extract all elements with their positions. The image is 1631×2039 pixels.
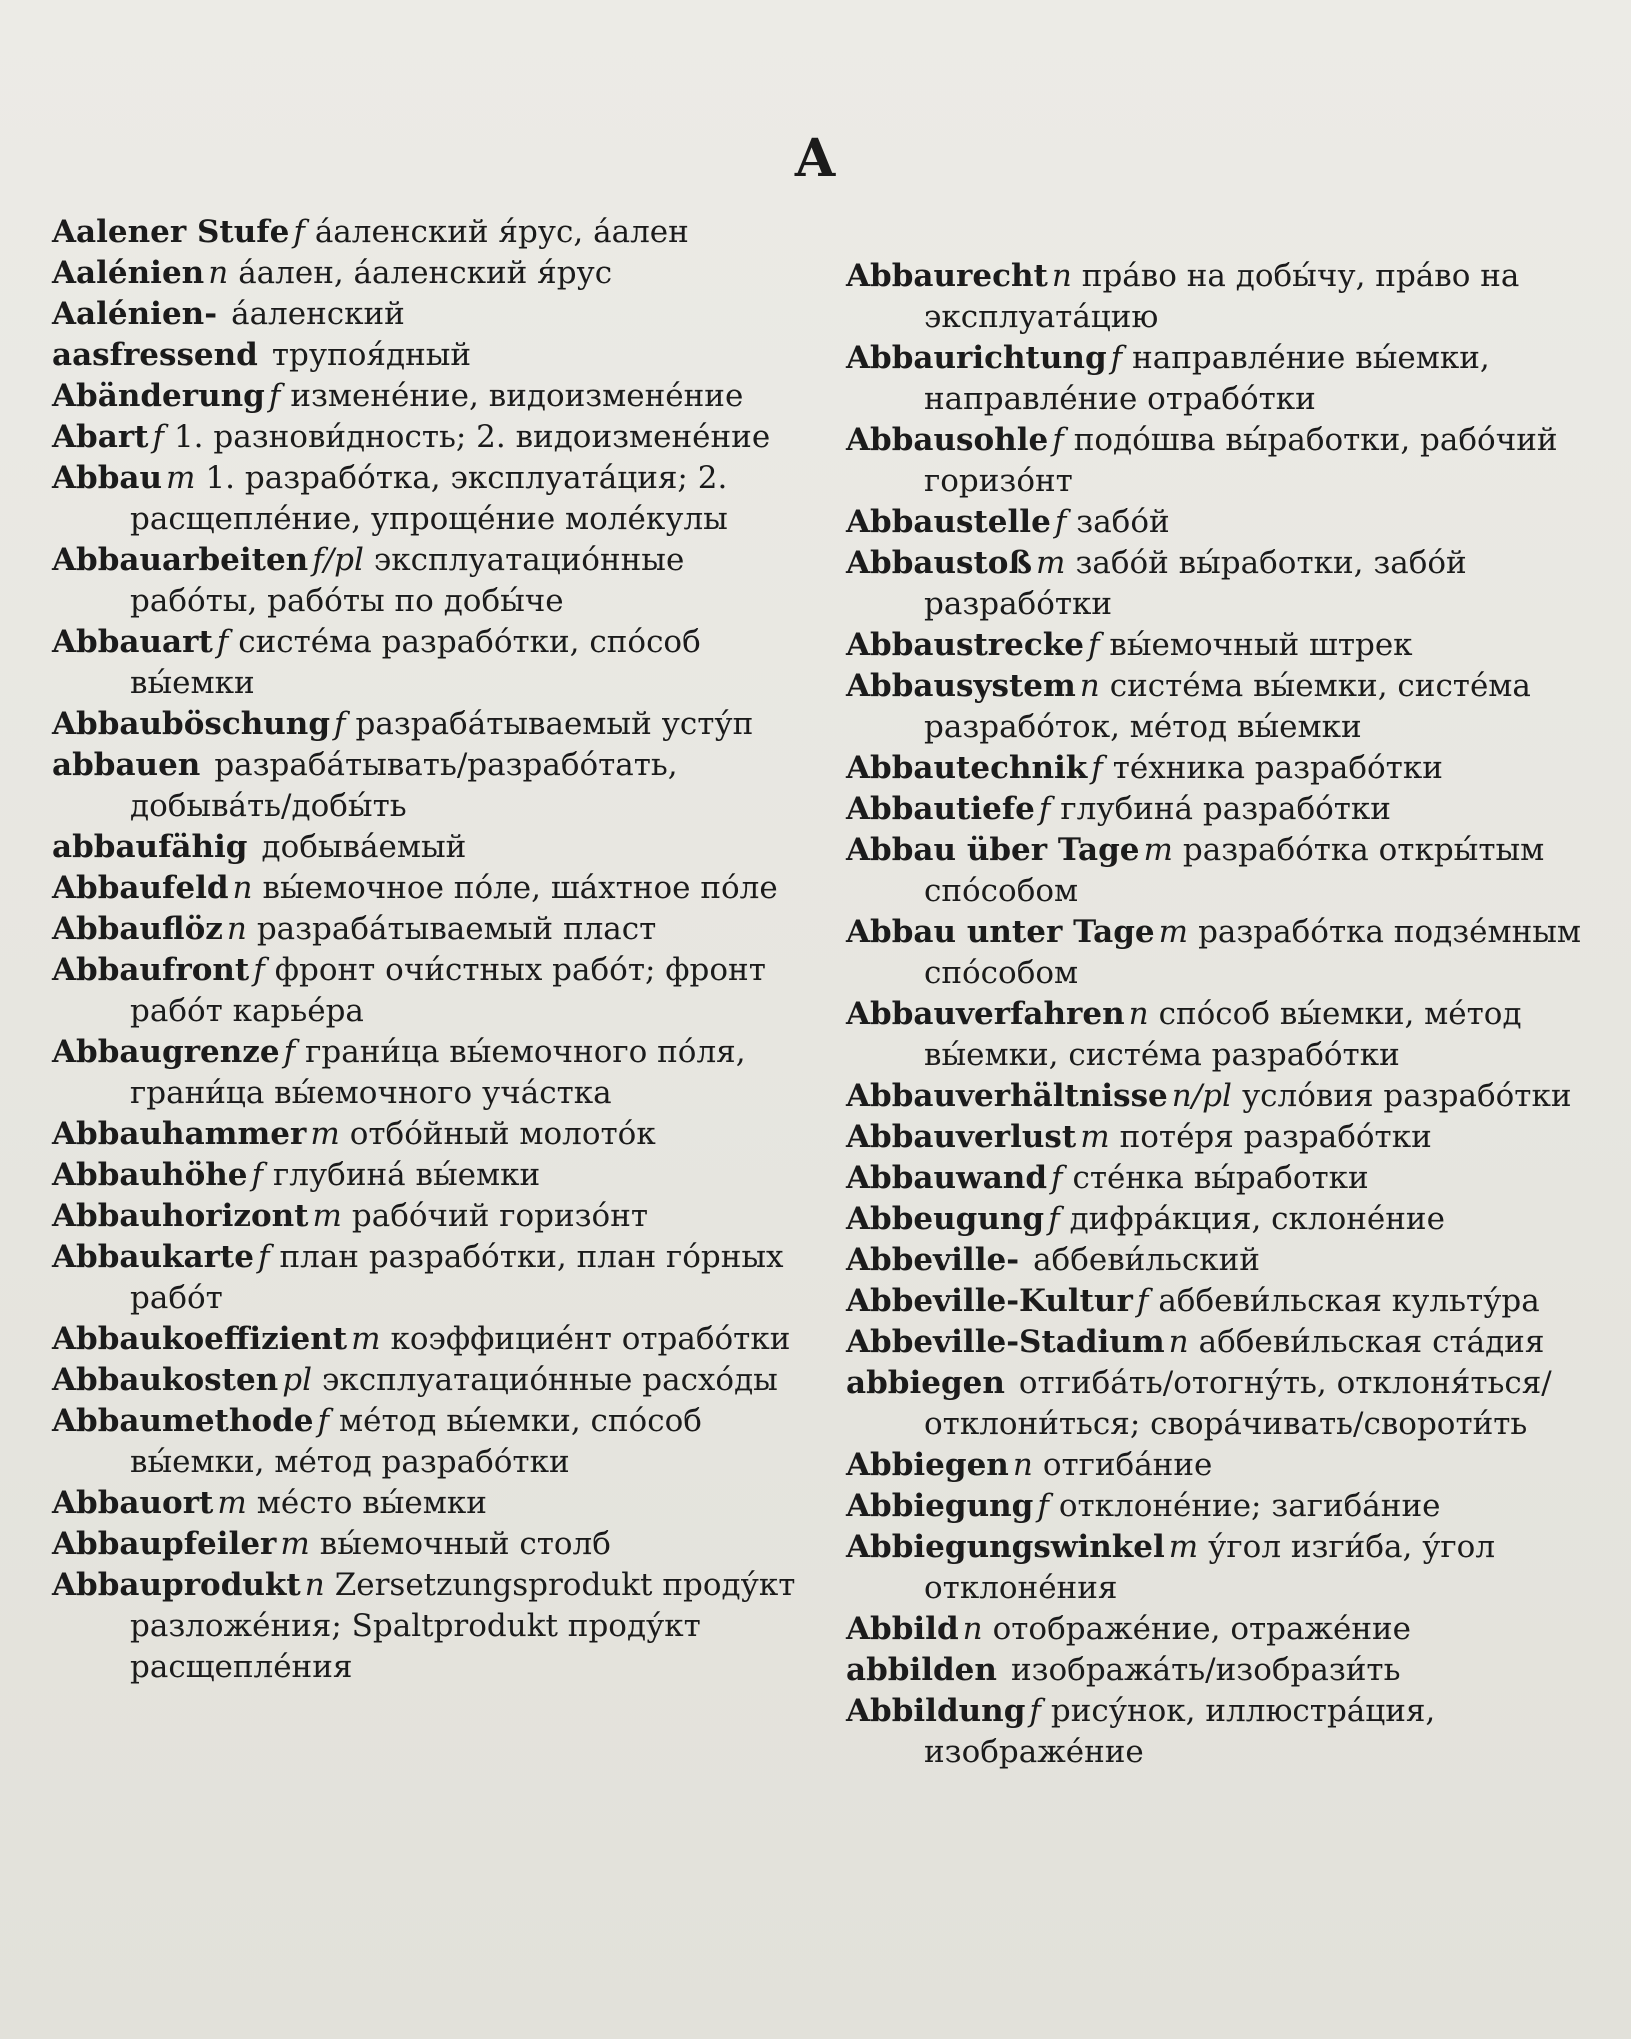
- entry-translation: систе́ма вы́емки, систе́ма разрабо́ток, ме́тод вы́емки: [924, 668, 1531, 745]
- dictionary-entry: [846, 666, 1586, 748]
- entry-translation: áаленский я́рус, áален: [314, 214, 689, 250]
- entry-translation: разраба́тываемый усту́п: [355, 706, 754, 742]
- entry-grammar: f: [1052, 422, 1064, 458]
- entry-headword: Abbauböschung: [52, 706, 331, 742]
- entry-translation: ме́сто вы́емки: [256, 1485, 487, 1521]
- entry-grammar: f: [317, 1403, 329, 1439]
- entry-translation: отгиба́ние: [1042, 1447, 1213, 1483]
- entry-grammar: f: [293, 214, 305, 250]
- dictionary-entry: [52, 704, 807, 745]
- entry-headword: Abbaurichtung: [846, 340, 1107, 376]
- entry-translation: аббеви́льская культу́ра: [1158, 1283, 1540, 1319]
- entry-translation: эксплуатацио́нные рабо́ты, рабо́ты по добы́че: [130, 542, 685, 619]
- dictionary-entry: [846, 1076, 1586, 1117]
- dictionary-entry: [52, 1360, 807, 1401]
- entry-translation: рису́нок, иллюстра́ция, изображе́ние: [924, 1693, 1436, 1770]
- dictionary-entry: [52, 458, 807, 540]
- entry-translation: коэффицие́нт отрабо́тки: [390, 1321, 791, 1357]
- entry-headword: Abbaumethode: [52, 1403, 314, 1439]
- dictionary-entry: [846, 1486, 1586, 1527]
- entry-translation: ме́тод вы́емки, спо́соб вы́емки, ме́тод разрабо́тки: [130, 1403, 702, 1480]
- entry-grammar: pl: [282, 1362, 312, 1398]
- entry-headword: Abbausohle: [846, 422, 1049, 458]
- entry-translation: разраба́тываемый пласт: [256, 911, 657, 947]
- dictionary-entry: [846, 789, 1586, 830]
- entry-headword: Abbausystem: [846, 668, 1076, 704]
- entry-translation: разрабо́тка подзе́мным спо́собом: [924, 914, 1582, 991]
- entry-translation: вы́емочное по́ле, ша́хтное по́ле: [262, 870, 778, 906]
- left-column: [52, 212, 807, 1688]
- dictionary-entry: [52, 745, 807, 827]
- dictionary-entry: [846, 420, 1586, 502]
- entry-headword: Abbauprodukt: [52, 1567, 301, 1603]
- entry-translation: фронт очи́стных рабо́т; фронт рабо́т карье́ра: [130, 952, 766, 1029]
- entry-headword: Abbauflöz: [52, 911, 223, 947]
- entry-grammar: f: [1110, 340, 1123, 376]
- entry-headword: Abbiegung: [846, 1488, 1034, 1524]
- entry-translation: те́хника разрабо́тки: [1112, 750, 1443, 786]
- entry-headword: Abbeville-Stadium: [846, 1324, 1165, 1360]
- entry-grammar: m: [310, 1116, 340, 1152]
- entry-headword: Abbautechnik: [846, 750, 1088, 786]
- entry-grammar: n: [1128, 996, 1149, 1032]
- entry-grammar: n: [232, 870, 253, 906]
- entry-headword: Abbaustelle: [846, 504, 1051, 540]
- entry-translation: глубина́ разрабо́тки: [1060, 791, 1391, 827]
- entry-headword: abbaufähig: [52, 829, 248, 865]
- entry-grammar: n: [304, 1567, 325, 1603]
- entry-headword: Abbildung: [846, 1693, 1026, 1729]
- entry-headword: Abbeugung: [846, 1201, 1045, 1237]
- dictionary-entry: [52, 827, 807, 868]
- entry-translation: пра́во на добы́чу, пра́во на эксплуата́цию: [924, 258, 1520, 335]
- dictionary-entry: [846, 1240, 1586, 1281]
- entry-headword: Abbauverhältnisse: [846, 1078, 1168, 1114]
- entry-grammar: f: [1048, 1201, 1060, 1237]
- entry-grammar: n: [208, 255, 229, 291]
- entry-grammar: f: [1087, 627, 1100, 663]
- entry-translation: отображе́ние, отраже́ние: [992, 1611, 1411, 1647]
- entry-headword: Abbaupfeiler: [52, 1526, 277, 1562]
- dictionary-entry: [52, 294, 807, 335]
- entry-grammar: f: [1054, 504, 1067, 540]
- entry-headword: Abbauhammer: [52, 1116, 307, 1152]
- entry-headword: Abbaustoß: [846, 545, 1033, 581]
- dictionary-entry: [846, 502, 1586, 543]
- dictionary-entry: [846, 1322, 1586, 1363]
- entry-translation: рабо́чий горизо́нт: [351, 1198, 649, 1234]
- dictionary-entry: [52, 1401, 807, 1483]
- entry-grammar: n: [962, 1611, 983, 1647]
- entry-grammar: n: [1012, 1447, 1033, 1483]
- entry-translation: поте́ря разрабо́тки: [1119, 1119, 1432, 1155]
- entry-grammar: f: [1091, 750, 1103, 786]
- entry-headword: Abbiegungswinkel: [846, 1529, 1165, 1565]
- entry-translation: глубина́ вы́емки: [273, 1157, 541, 1193]
- entry-grammar: f: [1038, 791, 1051, 827]
- entry-translation: изобража́ть/изобрази́ть: [1010, 1652, 1401, 1688]
- entry-headword: Aalénien-: [52, 296, 218, 332]
- dictionary-entry: [52, 1319, 807, 1360]
- entry-grammar: m: [166, 460, 196, 496]
- entry-headword: abbauen: [52, 747, 201, 783]
- entry-headword: Abbeville-: [846, 1242, 1020, 1278]
- entry-headword: Abbauarbeiten: [52, 542, 309, 578]
- entry-grammar: f: [216, 624, 229, 660]
- entry-headword: Abbaufront: [52, 952, 250, 988]
- dictionary-entry: [52, 253, 807, 294]
- dictionary-entry: [846, 830, 1586, 912]
- entry-headword: Abbiegen: [846, 1447, 1009, 1483]
- dictionary-entry: [52, 1524, 807, 1565]
- dictionary-entry: [846, 912, 1586, 994]
- entry-grammar: f: [253, 952, 265, 988]
- dictionary-entry: [52, 212, 807, 253]
- entry-translation: направле́ние вы́емки, направле́ние отрабо́тки: [924, 340, 1490, 417]
- entry-grammar: m: [1080, 1119, 1110, 1155]
- entry-translation: áален, áаленский я́рус: [238, 255, 613, 291]
- entry-translation: отклоне́ние; загиба́ние: [1058, 1488, 1441, 1524]
- entry-grammar: m: [1168, 1529, 1199, 1565]
- entry-headword: abbiegen: [846, 1365, 1005, 1401]
- entry-headword: Abbaufeld: [52, 870, 229, 906]
- entry-translation: спо́соб вы́емки, ме́тод вы́емки, систе́ма разрабо́тки: [924, 996, 1522, 1073]
- dictionary-entry: [846, 1281, 1586, 1322]
- entry-translation: сте́нка вы́работки: [1072, 1160, 1369, 1196]
- dictionary-entry: [846, 543, 1586, 625]
- entry-headword: Abart: [52, 419, 149, 455]
- entry-grammar: m: [280, 1526, 310, 1562]
- dictionary-entry: [52, 1483, 807, 1524]
- entry-translation: разрабо́тка откры́тым спо́собом: [924, 832, 1545, 909]
- entry-translation: вы́емочный штрек: [1109, 627, 1413, 663]
- entry-translation: план разрабо́тки, план го́рных рабо́т: [130, 1239, 784, 1316]
- dictionary-entry: [846, 1650, 1586, 1691]
- dictionary-entry: [52, 950, 807, 1032]
- entry-translation: аббеви́льский: [1033, 1242, 1260, 1278]
- entry-grammar: n/pl: [1171, 1078, 1232, 1114]
- entry-translation: аббеви́льская ста́дия: [1198, 1324, 1545, 1360]
- entry-headword: Abbau: [52, 460, 163, 496]
- entry-translation: забо́й: [1076, 504, 1170, 540]
- entry-grammar: n: [1079, 668, 1100, 704]
- entry-headword: Abbauart: [52, 624, 213, 660]
- entry-translation: трупоя́дный: [271, 337, 472, 373]
- entry-translation: подо́шва вы́работки, рабо́чий горизо́нт: [924, 422, 1558, 499]
- entry-headword: Abbauhorizont: [52, 1198, 309, 1234]
- entry-translation: забо́й вы́работки, забо́й разрабо́тки: [924, 545, 1467, 622]
- entry-grammar: n: [1051, 258, 1072, 294]
- entry-headword: Abbeville-Kultur: [846, 1283, 1133, 1319]
- dictionary-entry: [52, 1114, 807, 1155]
- entry-grammar: m: [1143, 832, 1173, 868]
- dictionary-entry: [846, 748, 1586, 789]
- entry-grammar: f: [334, 706, 346, 742]
- dictionary-entry: [846, 1691, 1586, 1773]
- entry-grammar: m: [217, 1485, 247, 1521]
- entry-grammar: n: [1168, 1324, 1189, 1360]
- entry-grammar: f: [1051, 1160, 1063, 1196]
- entry-headword: Abbild: [846, 1611, 959, 1647]
- dictionary-entry: [52, 376, 807, 417]
- entry-grammar: f: [1029, 1693, 1041, 1729]
- dictionary-entry: [52, 1155, 807, 1196]
- entry-translation: 1. разрабо́тка, эксплуата́ция; 2. расщепле́ние, упроще́ние моле́кулы: [130, 460, 728, 537]
- entry-headword: Abbauhöhe: [52, 1157, 248, 1193]
- dictionary-entry: [52, 1032, 807, 1114]
- entry-headword: Abbauort: [52, 1485, 214, 1521]
- dictionary-entry: [52, 868, 807, 909]
- entry-grammar: m: [1158, 914, 1189, 950]
- entry-grammar: m: [351, 1321, 381, 1357]
- dictionary-entry: [52, 1237, 807, 1319]
- entry-translation: систе́ма разрабо́тки, спо́соб вы́емки: [130, 624, 701, 701]
- entry-grammar: f: [268, 378, 281, 414]
- entry-headword: Abbau über Tage: [846, 832, 1140, 868]
- entry-translation: измене́ние, видоизмене́ние: [290, 378, 744, 414]
- entry-translation: отбо́йный молото́к: [349, 1116, 656, 1152]
- entry-headword: Abbauverfahren: [846, 996, 1125, 1032]
- entry-translation: разраба́тывать/разрабо́тать, добыва́ть/добы́ть: [130, 747, 678, 824]
- entry-grammar: f: [251, 1157, 263, 1193]
- dictionary-entry: [846, 1363, 1586, 1445]
- right-column: [846, 256, 1586, 1773]
- dictionary-entry: [846, 1158, 1586, 1199]
- dictionary-entry: [846, 625, 1586, 666]
- entry-headword: Aalener Stufe: [52, 214, 290, 250]
- entry-translation: у́гол изги́ба, у́гол отклоне́ния: [924, 1529, 1496, 1606]
- entry-translation: грани́ца вы́емочного по́ля, грани́ца вы́емочного уча́стка: [130, 1034, 746, 1111]
- entry-grammar: f: [152, 419, 164, 455]
- entry-translation: áаленский: [231, 296, 405, 332]
- dictionary-entry: [52, 417, 807, 458]
- entry-headword: Abbaukosten: [52, 1362, 279, 1398]
- entry-grammar: f/pl: [312, 542, 364, 578]
- entry-headword: aasfressend: [52, 337, 258, 373]
- entry-translation: эксплуатацио́нные расхо́ды: [321, 1362, 778, 1398]
- entry-headword: Abbaustrecke: [846, 627, 1084, 663]
- entry-headword: Abbaurecht: [846, 258, 1048, 294]
- dictionary-entry: [52, 335, 807, 376]
- entry-headword: Abbauverlust: [846, 1119, 1077, 1155]
- entry-translation: 1. разнови́дность; 2. видоизмене́ние: [173, 419, 771, 455]
- entry-headword: Aalénien: [52, 255, 205, 291]
- entry-translation: усло́вия разрабо́тки: [1241, 1078, 1572, 1114]
- entry-headword: Abbaugrenze: [52, 1034, 280, 1070]
- entry-grammar: f: [1136, 1283, 1149, 1319]
- entry-translation: Zersetzungsprodukt проду́кт разложе́ния; Spaltprodukt проду́кт расщепле́ния: [130, 1567, 796, 1685]
- dictionary-entry: [846, 256, 1586, 338]
- entry-headword: Abbau unter Tage: [846, 914, 1155, 950]
- dictionary-entry: [52, 909, 807, 950]
- entry-translation: дифра́кция, склоне́ние: [1069, 1201, 1445, 1237]
- dictionary-entry: [846, 1527, 1586, 1609]
- dictionary-entry: [52, 1196, 807, 1237]
- dictionary-entry: [52, 622, 807, 704]
- dictionary-entry: [846, 994, 1586, 1076]
- entry-grammar: f: [283, 1034, 296, 1070]
- entry-grammar: m: [1036, 545, 1066, 581]
- dictionary-entry: [52, 540, 807, 622]
- dictionary-entry: [846, 1609, 1586, 1650]
- entry-headword: Abbautiefe: [846, 791, 1035, 827]
- entry-headword: Abbaukarte: [52, 1239, 254, 1275]
- dictionary-entry: [52, 1565, 807, 1688]
- dictionary-entry: [846, 1199, 1586, 1240]
- entry-grammar: n: [226, 911, 247, 947]
- entry-headword: Abbauwand: [846, 1160, 1048, 1196]
- dictionary-entry: [846, 1117, 1586, 1158]
- entry-headword: Abbaukoeffizient: [52, 1321, 348, 1357]
- entry-headword: abbilden: [846, 1652, 997, 1688]
- dictionary-entry: [846, 338, 1586, 420]
- entry-headword: Abänderung: [52, 378, 265, 414]
- entry-grammar: f: [257, 1239, 270, 1275]
- entry-grammar: f: [1037, 1488, 1049, 1524]
- entry-translation: отгиба́ть/отогну́ть, отклоня́ться/отклони́ться; свора́чивать/свороти́ть: [924, 1365, 1552, 1442]
- entry-translation: вы́емочный столб: [319, 1526, 611, 1562]
- dictionary-entry: [846, 1445, 1586, 1486]
- entry-grammar: m: [312, 1198, 342, 1234]
- entry-translation: добыва́емый: [261, 829, 467, 865]
- section-letter: A: [794, 128, 837, 189]
